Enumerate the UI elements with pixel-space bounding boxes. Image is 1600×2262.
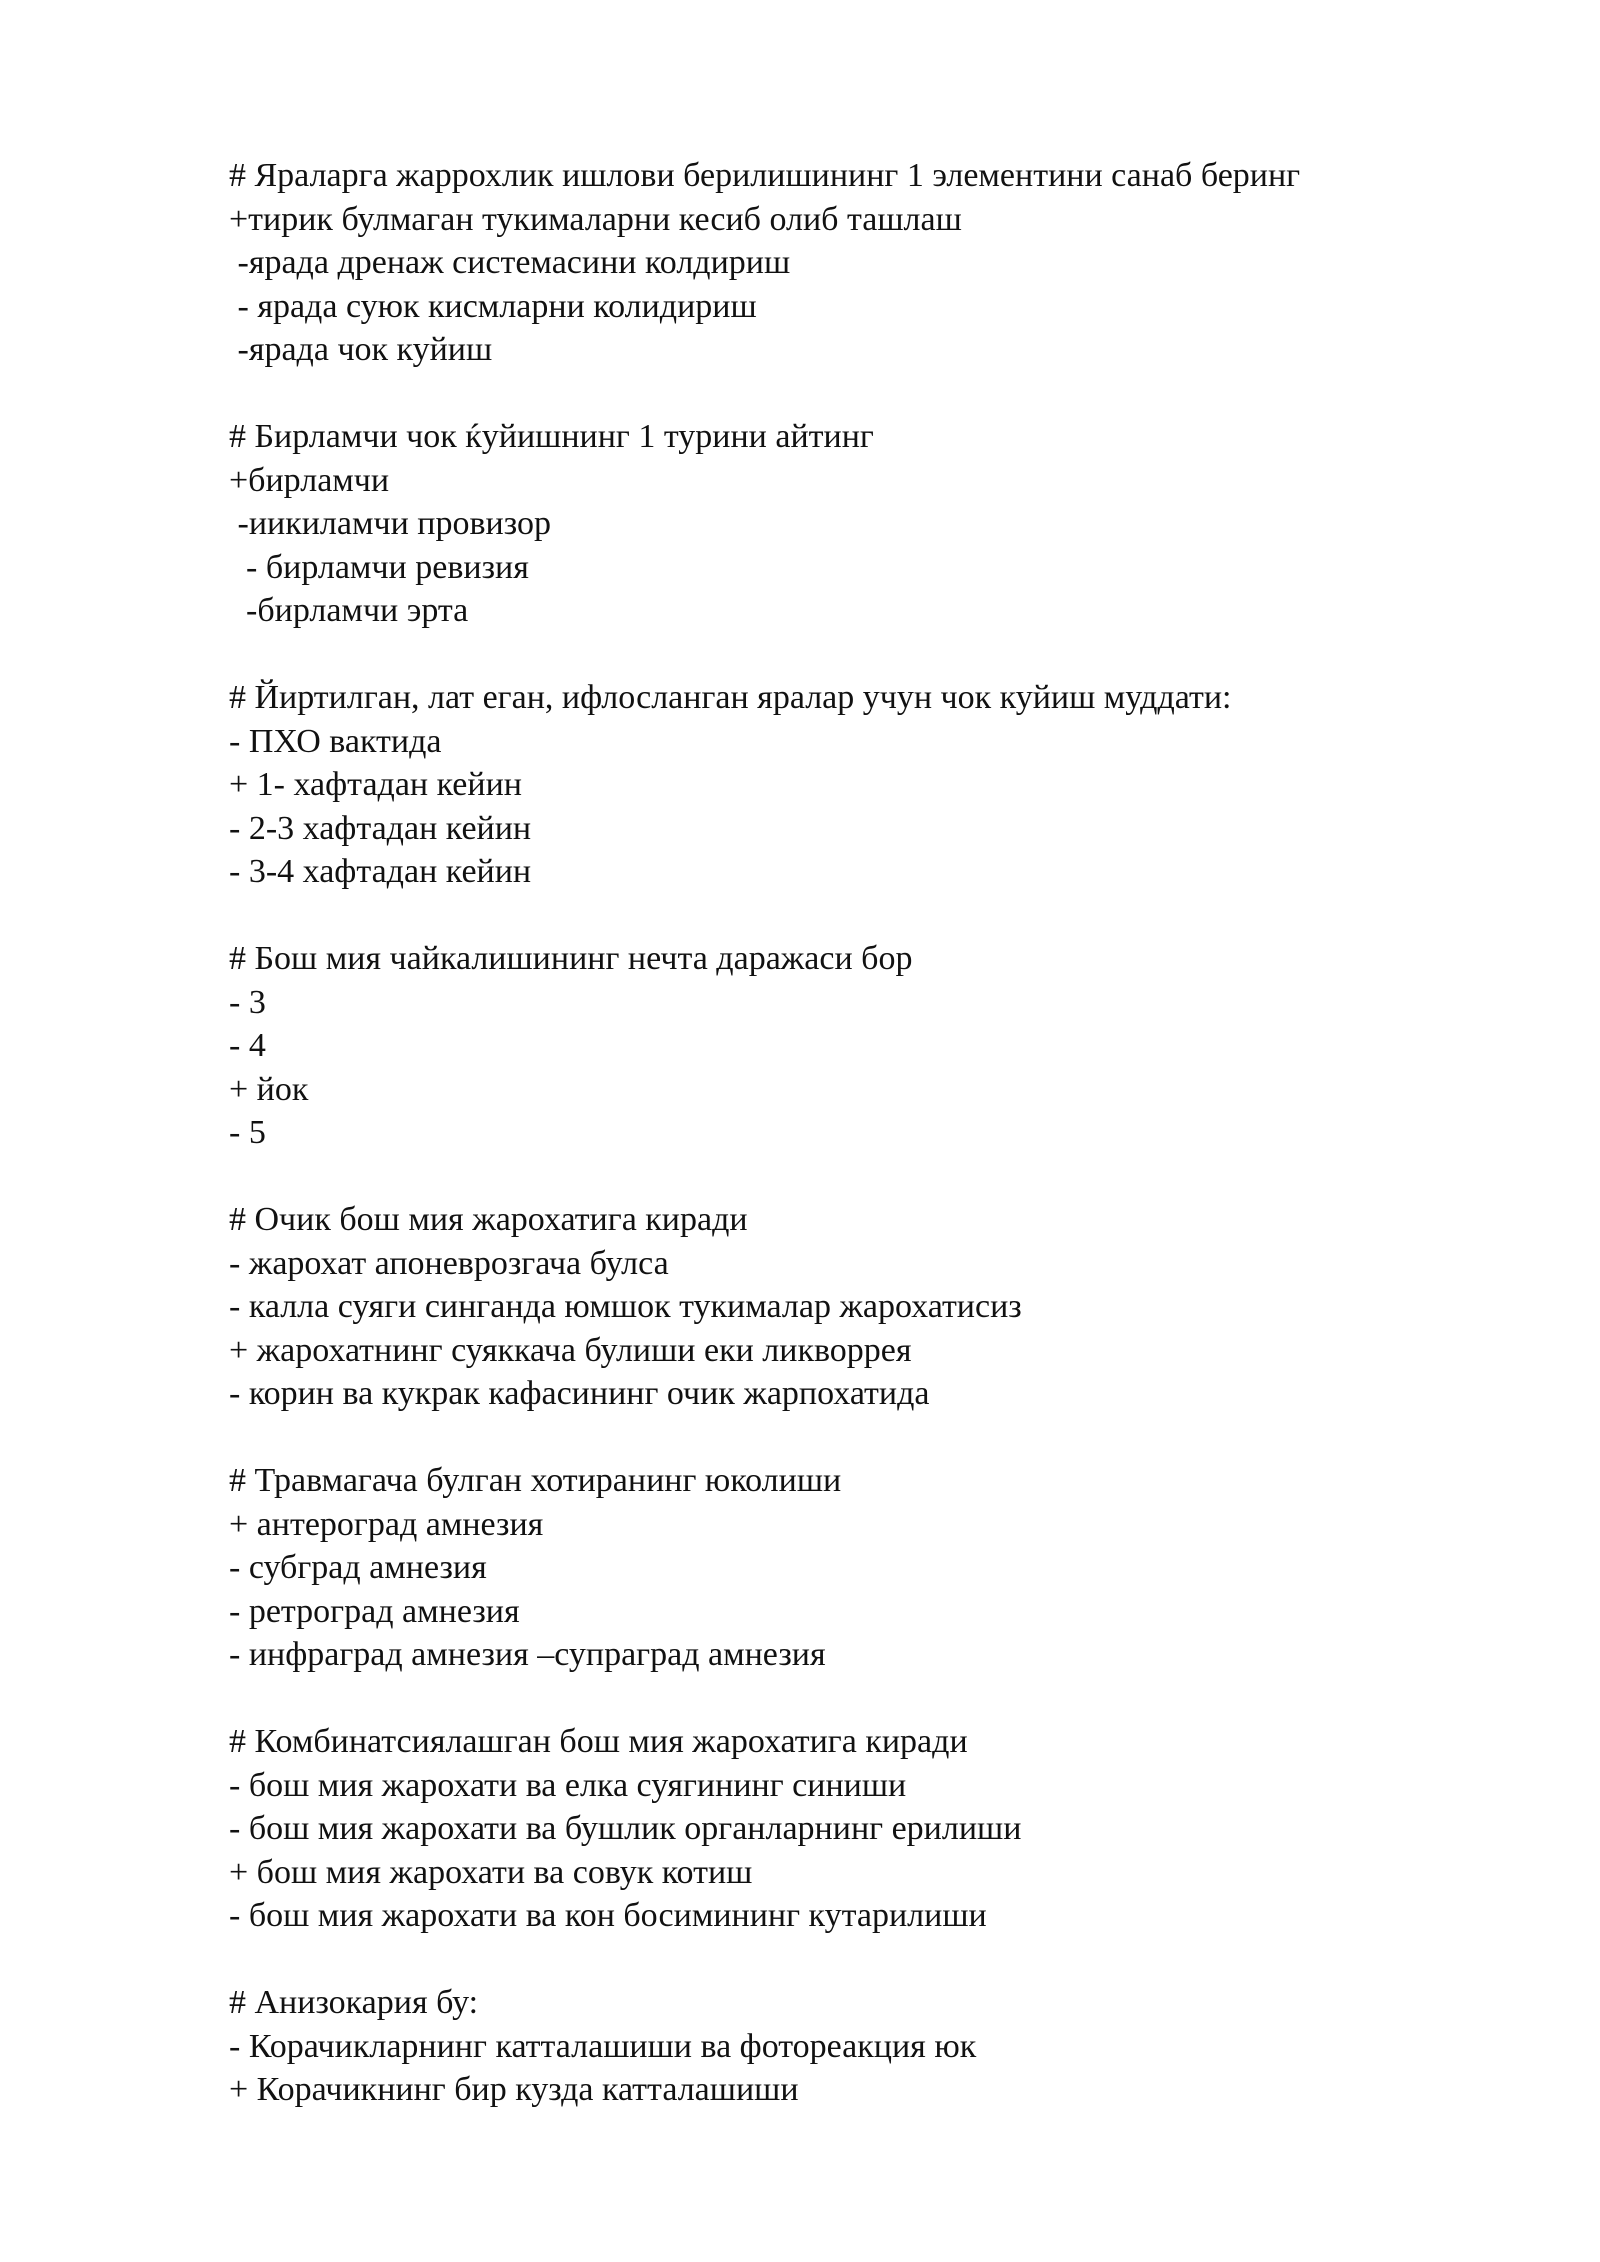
answer-option: -бирламчи эрта bbox=[229, 592, 469, 629]
answer-option: - 3-4 хафтадан кейин bbox=[229, 853, 532, 890]
question-block bbox=[229, 1981, 1529, 2112]
answer-option: +бирламчи bbox=[229, 461, 390, 499]
answer-option: - ПХО вактида bbox=[229, 722, 442, 760]
answer-option: - жарохат апоневрозгача булса bbox=[229, 1244, 669, 1282]
answer-option: - Корачикларнинг катталашиши ва фотореакция юк bbox=[229, 2027, 977, 2065]
answer-option: - бош мия жарохати ва елка суягининг синиши bbox=[229, 1766, 907, 1804]
answer-option: -ярада чок куйиш bbox=[229, 331, 493, 368]
answer-option: - ярада суюк кисмларни колидириш bbox=[229, 287, 757, 325]
answer-option: - 3 bbox=[229, 983, 266, 1021]
answer-option: - 5 bbox=[229, 1114, 266, 1151]
answer-option: - бош мия жарохати ва бушлик органларнинг ерилиши bbox=[229, 1810, 1022, 1847]
answer-option: + 1- хафтадан кейин bbox=[229, 766, 522, 803]
answer-option: + жарохатнинг суяккача булиши еки ликворрея bbox=[229, 1331, 912, 1369]
question-block bbox=[229, 1459, 1529, 1677]
answer-option: - 4 bbox=[229, 1027, 266, 1064]
question-text: # Травмагача булган хотиранинг юколиши bbox=[229, 1462, 842, 1499]
question-block bbox=[229, 1720, 1529, 1938]
question-text: # Очик бош мия жарохатига киради bbox=[229, 1201, 748, 1238]
answer-option: -ярада дренаж системасини колдириш bbox=[229, 244, 791, 281]
answer-option: - бош мия жарохати ва кон босимининг кутарилиши bbox=[229, 1897, 987, 1934]
question-text: # Бирламчи чок ќуйишнинг 1 турини айтинг bbox=[229, 418, 874, 455]
answer-option: + Корачикнинг бир кузда катталашиши bbox=[229, 2071, 799, 2108]
question-text: # Йиртилган, лат еган, ифлосланган яралар учун чок куйиш муддати: bbox=[229, 679, 1232, 716]
answer-option: -иикиламчи провизор bbox=[229, 505, 551, 542]
answer-option: + йок bbox=[229, 1070, 309, 1108]
answer-option: + бош мия жарохати ва совук котиш bbox=[229, 1853, 753, 1891]
answer-option: + антероград амнезия bbox=[229, 1505, 544, 1543]
answer-option: +тирик булмаган тукималарни кесиб олиб ташлаш bbox=[229, 200, 962, 238]
answer-option: - 2-3 хафтадан кейин bbox=[229, 809, 532, 847]
question-text: # Яраларга жаррохлик ишлови берилишининг 1 элементини санаб беринг bbox=[229, 157, 1301, 194]
question-text: # Анизокария бу: bbox=[229, 1984, 479, 2021]
answer-option: - инфраград амнезия –супраград амнезия bbox=[229, 1636, 826, 1673]
question-block bbox=[229, 1198, 1529, 1416]
answer-option: - ретроград амнезия bbox=[229, 1592, 520, 1630]
question-list bbox=[229, 154, 1529, 2155]
question-block bbox=[229, 937, 1529, 1155]
question-block bbox=[229, 676, 1529, 894]
answer-option: - корин ва кукрак кафасининг очик жарпохатида bbox=[229, 1375, 930, 1412]
question-text: # Комбинатсиялашган бош мия жарохатига киради bbox=[229, 1723, 968, 1760]
question-block bbox=[229, 415, 1529, 633]
answer-option: - субград амнезия bbox=[229, 1549, 487, 1586]
question-block bbox=[229, 154, 1529, 372]
answer-option: - калла суяги синганда юмшок тукималар жарохатисиз bbox=[229, 1288, 1022, 1325]
answer-option: - бирламчи ревизия bbox=[229, 548, 529, 586]
question-text: # Бош мия чайкалишининг нечта даражаси бор bbox=[229, 940, 913, 977]
